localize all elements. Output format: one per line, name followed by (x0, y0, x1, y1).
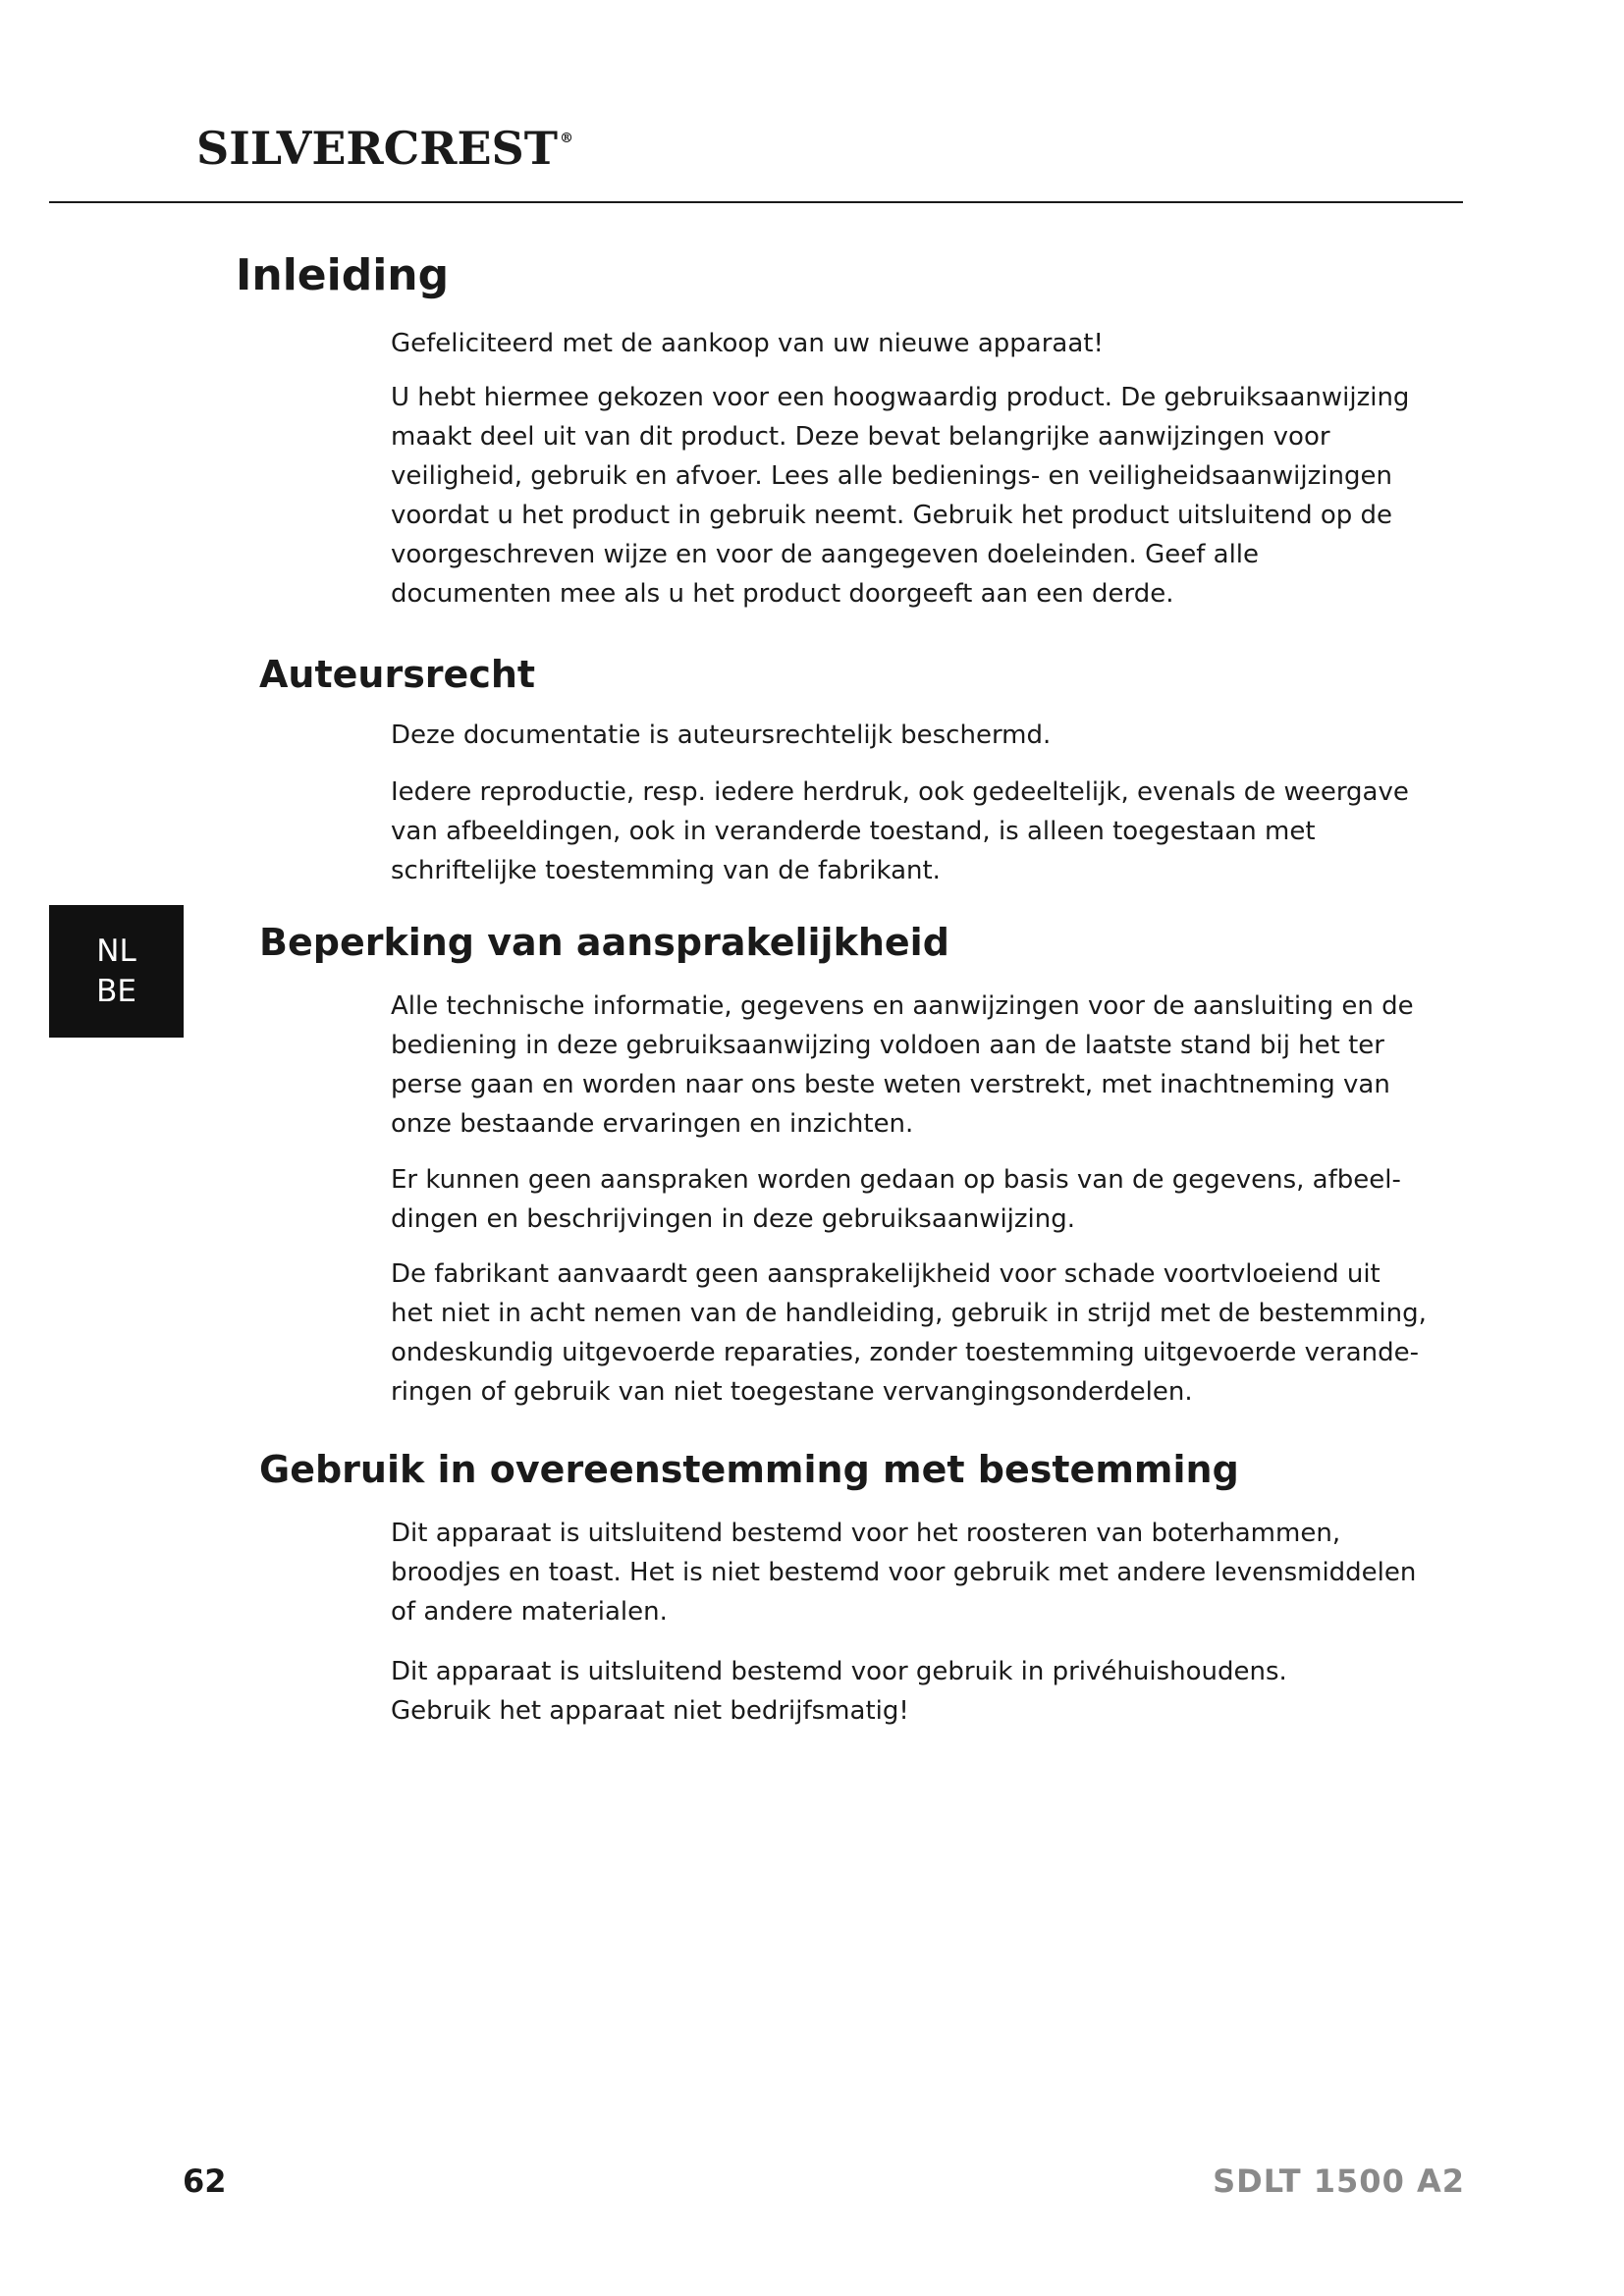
paragraph-auteursrecht-1: Deze documentatie is auteursrechtelijk beschermd. (391, 721, 1052, 750)
brand-logo (196, 122, 573, 175)
paragraph-gebruik-2 (391, 1652, 1427, 1731)
paragraph-inleiding-1: Gefeliciteerd met de aankoop van uw nieuwe apparaat! (391, 329, 1104, 358)
heading-auteursrecht: Auteursrecht (259, 653, 536, 696)
paragraph-beperking-1: Alle technische informatie, gegevens en aanwijzingen voor de aansluiting en de bediening in deze gebruiksaanwijzing voldoen aan de laatste stand bij het ter perse gaan en worden naar ons beste weten verstrekt, met inachtneming van onze bestaande ervaringen en inzichten. (391, 991, 1414, 1139)
paragraph-gebruik-2-line2: Gebruik het apparaat niet bedrijfsmatig! (391, 1696, 909, 1726)
brand-logo-second: CREST (383, 122, 558, 175)
language-tab (49, 905, 184, 1038)
heading-beperking: Beperking van aansprakelijkheid (259, 921, 949, 964)
paragraph-gebruik-2-line1: Dit apparaat is uitsluitend bestemd voor gebruik in privéhuishoudens. (391, 1657, 1287, 1686)
paragraph-beperking-3: De fabrikant aanvaardt geen aansprakelijkheid voor schade voortvloeiend uit het niet in acht nemen van de handleiding, gebruik in strijd met de bestemming, ondeskundig uitgevoerde reparaties, zonder toestemming uitgevoerde veranderingen of gebruik van niet toegestane vervangingsonderdelen. (391, 1259, 1427, 1407)
paragraph-beperking-2: Er kunnen geen aanspraken worden gedaan op basis van de gegevens, afbeeldingen en beschrijvingen in deze gebruiksaanwijzing. (391, 1165, 1401, 1234)
header-divider (49, 201, 1463, 203)
brand-logo-first: SILVER (196, 122, 384, 175)
language-tab-nl: NL (96, 933, 136, 969)
language-tab-be: BE (96, 973, 136, 1009)
heading-inleiding: Inleiding (236, 250, 450, 300)
registered-mark: ® (559, 131, 573, 146)
model-number: SDLT 1500 A2 (1213, 2163, 1465, 2200)
heading-gebruik: Gebruik in overeenstemming met bestemming (259, 1448, 1239, 1491)
paragraph-gebruik-1: Dit apparaat is uitsluitend bestemd voor het roosteren van boterhammen, broodjes en toast. Het is niet bestemd voor gebruik met andere levensmiddelen of andere materialen. (391, 1519, 1417, 1627)
paragraph-inleiding-2: U hebt hiermee gekozen voor een hoogwaardig product. De gebruiksaanwijzing maakt deel uit van dit product. Deze bevat belangrijke aanwijzingen voor veiligheid, gebruik en afvoer. Lees alle bedienings- en veiligheidsaanwijzingen voordat u het product in gebruik neemt. Gebruik het product uitsluitend op de voorgeschreven wijze en voor de aangegeven doeleinden. Geef alle documenten mee als u het product doorgeeft aan een derde. (391, 383, 1410, 609)
paragraph-auteursrecht-2: Iedere reproductie, resp. iedere herdruk, ook gedeeltelijk, evenals de weergave van afbeeldingen, ook in veranderde toestand, is alleen toegestaan met schriftelijke toestemming van de fabrikant. (391, 777, 1409, 885)
page-number: 62 (183, 2163, 227, 2200)
